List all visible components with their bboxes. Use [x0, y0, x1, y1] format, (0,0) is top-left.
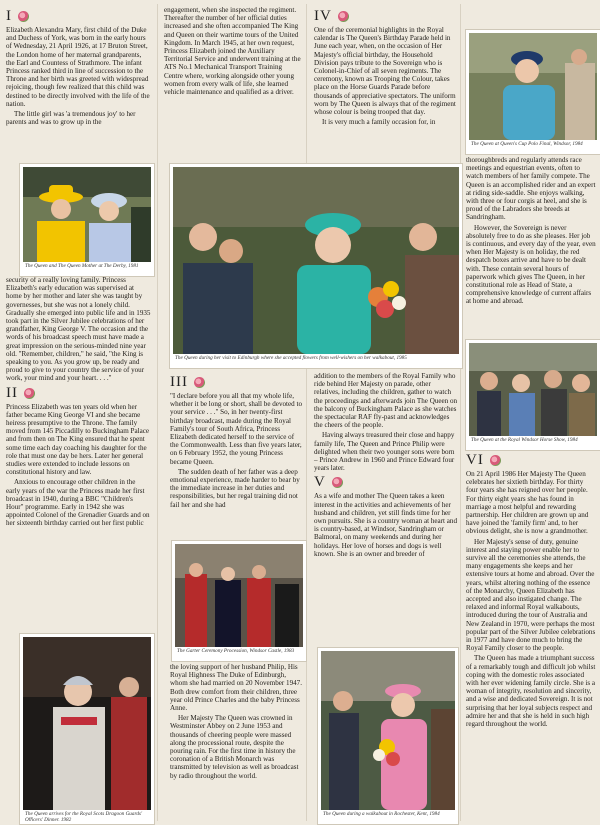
column-divider	[306, 4, 307, 821]
paragraph: "I declare before you all that my whole life, whether it be long or short, shall be devoted to your service . . ." So, in her twenty-first birthday broadcast, made during the Royal Family's tour of South Africa, Princess Elizabeth dedicated herself to the service of the Commonwealth. Less than five years later, on 6 February 1952, the young Princess became Queen.	[170, 392, 302, 466]
rose-icon	[338, 11, 349, 22]
section-numeral: I	[6, 8, 12, 24]
queen-and-queen-mother-image	[23, 167, 151, 262]
section-numeral: III	[170, 374, 188, 390]
column-divider	[157, 4, 158, 821]
rose-icon	[332, 477, 343, 488]
section-numeral: V	[314, 474, 326, 491]
paragraph: On 21 April 1986 Her Majesty The Queen celebrates her sixtieth birthday. For thirty four years she has reigned over her people. For thirty eight years she has found in marriage a most helpful and rewarding partnership. Her children are grown up and have joined the 'family firm' and, to her obvious delight, she is now a grandmother.	[466, 470, 589, 536]
photo-caption: The Queen during a walkabout in Rochester, Kent, 1984	[323, 811, 440, 817]
queen-arrival-image	[23, 637, 151, 810]
photo-polo	[466, 30, 600, 154]
photo-walkabout	[170, 164, 462, 368]
paragraph: Her Majesty's sense of duty, genuine interest and staying power enable her to survive all the ceremonies she attends, the many engagements she keeps and her extensive tours at home and abroad. Over the years, whilst altering nothing of the essence of the Monarchy, Queen Elizabeth has accepted and also instigated change. The relaxed and informal Royal walkabouts, introduced during the tour of Australia and New Zealand in 1970, were perhaps the most popular part of the Silver Jubilee celebrations in 1977 and have done much to bring the Royal Family closer to the people.	[466, 537, 596, 653]
column-1	[6, 6, 151, 128]
paragraph: Princess Elizabeth was ten years old when her father became King George VI and she became heiress presumptive to the Throne. The family moved from 145 Piccadilly to Buckingham Palace and from then on The King ensured that he spent some time each day coaching his daughter for the role that must one day be hers. Later her general studies were extended to include lessons on constitutional history and law.	[6, 402, 150, 477]
column-2-continued	[170, 372, 302, 511]
column-2-bottom	[170, 663, 302, 782]
photo-horse-show	[466, 340, 600, 450]
paragraph: As a wife and mother The Queen takes a keen interest in the activities and achievements of her husband and children, yet still finds time for her own pursuits. She is a country woman at heart and is country-based, at Windsor, Sandringham or Balmoral, on many weekends and during her holidays. Her love of horses and dogs is well known. She is an owner and breeder of	[314, 492, 458, 558]
column-divider	[460, 4, 461, 821]
photo-derby	[20, 164, 154, 276]
paragraph: The Queen has made a triumphant success of a remarkably tough and difficult job whilst coping with the domestic roles associated with her ever widening family circle. She is a woman of integrity, resolution and sincerity, and a wise and dedicated Sovereign. It is not surprising that her loyal subjects respect and admire her and that she is held in such high regard throughout the world.	[466, 654, 596, 729]
rochester-walkabout-image	[321, 651, 455, 810]
column-3	[314, 6, 458, 128]
paragraph: addition to the members of the Royal Family who ride behind Her Majesty on parade, other relatives, including the children, gather to watch the proceedings and afterwards join The Queen on the balcony of Buckingham Palace as she watches the spectacular RAF fly-past and acknowledges the cheers of the people.	[314, 372, 458, 430]
rose-icon	[490, 455, 501, 466]
paragraph: the loving support of her husband Philip, His Royal Highness The Duke of Edinburgh, whom she had married on 20 November 1947. Both drew comfort from their children, three year old Prince Charles and the baby Princess Anne.	[170, 663, 302, 713]
section-numeral: IV	[314, 8, 332, 24]
paragraph: Anxious to encourage other children in the early years of the war the Princess made her first broadcast in 1940, during a BBC "Children's Hour" programme. Early in 1942 she was appointed Colonel of the Grenadier Guards and on her sixteenth birthday carried out her first public	[6, 478, 150, 528]
photo-caption: The Queen at the Royal Windsor Horse Show, 1984	[471, 437, 578, 443]
section-heading-3	[170, 375, 302, 390]
rose-icon	[194, 377, 205, 388]
column-4	[466, 156, 596, 308]
paragraph: Elizabeth Alexandra Mary, first child of the Duke and Duchess of York, was born in the early hours of Wednesday, 21 April 1926, at 17 Bruton Street, the London home of her maternal grandparents, the Earl and Countess of Strathmore. The infant Princess ranked third in line of succession to the Throne and her birth was greeted with widespread rejoicing, though few realized that this child was destined to be directly involved with the life of the nation.	[6, 26, 150, 108]
section-heading-6	[466, 453, 596, 468]
paragraph: It is very much a family occasion for, in	[322, 118, 436, 127]
rose-icon	[24, 388, 35, 399]
column-4-continued	[466, 450, 596, 730]
section-heading-1	[6, 9, 151, 24]
paragraph: thoroughbreds and regularly attends race meetings and equestrian events, often to watch members of her family compete. The Queen is an accomplished rider and an expert at riding side-saddle. She enjoys walking, with three or four corgis at heel, and she is proud of the Labradors she breeds at Sandringham.	[466, 156, 596, 222]
polo-final-image	[469, 33, 597, 140]
section-heading-2	[6, 386, 151, 401]
paragraph: security of a really loving family. Princess Elizabeth's early education was supervised at home by her mother and later she was taught by governesses, but she was not a lonely child. Gradually she emerged into public life and in 1935 took part in the Silver Jubilee celebrations of her grandfather, King George V. The occasion and the words of his broadcast speech must have made a great impression on the serious-minded nine year old. "Remember, children," he said, "the King is speaking to you. As you grow up, be ready and proud to give to your country the service of your work, your mind and your heart. . . ."	[6, 276, 151, 383]
paragraph: One of the ceremonial highlights in the Royal calendar is The Queen's Birthday Parade held in June each year, when, on the occasion of Her Majesty's official birthday, the Household Division pays tribute to the Sovereign who is Colonel-in-Chief of all seven regiments. The ceremony, known as Trooping the Colour, takes place on the Horse Guards Parade before thousands of appreciative spectators. The uniform worn by The Queen is always that of the regiment whose colour is being trooped that day.	[314, 26, 456, 117]
photo-scots-dragoon	[20, 634, 154, 824]
paragraph: Her Majesty The Queen was crowned in Westminster Abbey on 2 June 1953 and thousands of cheering people were massed along the processional route, despite the pouring rain. For the first time in history the coronation of a British Monarch was transmitted by television as well as broadcast by radio throughout the world.	[170, 714, 299, 780]
photo-caption: The Queen and The Queen Mother at The Derby, 1981	[25, 263, 139, 269]
photo-garter	[172, 541, 306, 661]
photo-caption: The Queen during her visit to Edinburgh where she accepted flowers from well-wishers on her walkabout, 1985	[175, 355, 407, 361]
paragraph: engagement, when she inspected the regiment. Thereafter the number of her official duties increased and she often accompanied The King and Queen on their wartime tours of the United Kingdom. In March 1945, at her own request, Princess Elizabeth joined the Auxiliary Territorial Service and underwent training at the ATS No.1 Mechanical Transport Training Centre where, working alongside other young women from every walk of life, she learned vehicle maintenance and qualified as a driver.	[164, 6, 301, 97]
column-2	[164, 6, 302, 98]
queen-walkabout-image	[173, 167, 459, 354]
section-numeral: VI	[466, 452, 484, 468]
photo-caption: The Queen arrives for the Royal Scots Dragoon Guards' Officers' Dinner, 1982	[25, 811, 143, 821]
photo-caption: The Garter Ceremony Procession, Windsor Castle, 1983	[177, 648, 295, 654]
rose-icon	[18, 11, 29, 22]
paragraph: The little girl was 'a tremendous joy' to her parents and was to grow up in the	[6, 110, 136, 127]
paragraph: However, the Sovereign is never absolutely free to do as she pleases. Her job is continuous, and every day of the year, even when Her Majesty is on holiday, the red despatch boxes arrive and have to be dealt with. These contain several hours of paperwork which gives The Queen, in her constitutional role as Head of State, a comprehensive knowledge of current affairs at home and abroad.	[466, 223, 596, 306]
column-1-continued	[6, 276, 151, 530]
photo-caption: The Queen at Queen's Cup Polo Final, Windsor, 1984	[471, 141, 583, 147]
column-3-continued	[314, 372, 458, 560]
paragraph: Having always treasured their close and happy family life, The Queen and Prince Philip were delighted when their two younger sons were born – Prince Andrew in 1960 and Prince Edward four years later.	[314, 431, 455, 473]
section-numeral: II	[6, 384, 18, 401]
section-heading-4	[314, 9, 458, 24]
photo-kent	[318, 648, 458, 824]
section-heading-5	[314, 475, 458, 490]
paragraph: The sudden death of her father was a deep emotional experience, made harder to bear by the immediate increase in her duties and responsibilities, but her regal training did not fail her and she had	[170, 467, 300, 509]
horse-show-image	[469, 343, 597, 436]
garter-procession-image	[175, 544, 303, 647]
